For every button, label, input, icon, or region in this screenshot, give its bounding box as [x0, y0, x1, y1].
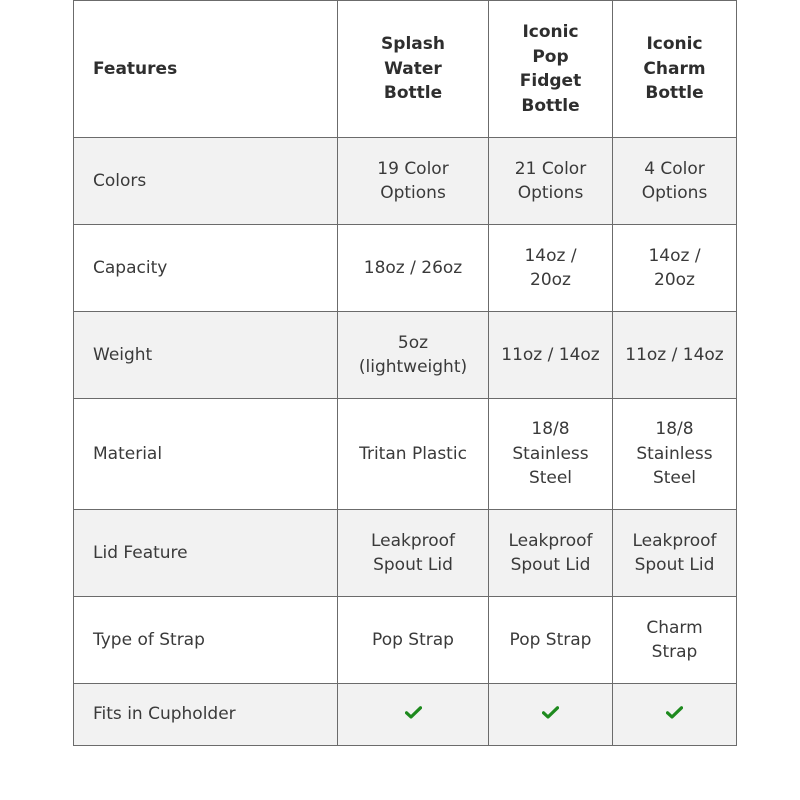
table-row-colors — [74, 138, 737, 225]
cell-value: 18/8 Stainless Steel — [489, 399, 613, 510]
cell-value: 14oz / 20oz — [613, 225, 737, 312]
row-label: Material — [74, 399, 338, 510]
cell-value — [489, 684, 613, 746]
cell-value: Leakproof Spout Lid — [489, 510, 613, 597]
check-icon — [542, 702, 559, 727]
cell-value: Charm Strap — [613, 597, 737, 684]
header-features: Features — [74, 1, 338, 138]
row-label: Type of Strap — [74, 597, 338, 684]
cell-value — [338, 684, 489, 746]
cell-value: 5oz (lightweight) — [338, 312, 489, 399]
cell-value: 11oz / 14oz — [613, 312, 737, 399]
table-row-material — [74, 399, 737, 510]
cell-value: 11oz / 14oz — [489, 312, 613, 399]
cell-value: 14oz / 20oz — [489, 225, 613, 312]
row-label: Fits in Cupholder — [74, 684, 338, 746]
table-header-row — [74, 1, 737, 138]
header-iconic-charm-bottle: Iconic Charm Bottle — [613, 1, 737, 138]
cell-value: 18/8 Stainless Steel — [613, 399, 737, 510]
cell-value: 18oz / 26oz — [338, 225, 489, 312]
table-row-capacity — [74, 225, 737, 312]
cell-value — [613, 684, 737, 746]
table-row-type-of-strap — [74, 597, 737, 684]
cell-value: 21 Color Options — [489, 138, 613, 225]
header-iconic-pop-fidget-bottle: Iconic Pop Fidget Bottle — [489, 1, 613, 138]
check-icon — [666, 702, 683, 727]
cell-value: Tritan Plastic — [338, 399, 489, 510]
cell-value: Leakproof Spout Lid — [338, 510, 489, 597]
table-row-weight — [74, 312, 737, 399]
table-row-lid-feature — [74, 510, 737, 597]
check-icon — [405, 702, 422, 727]
row-label: Weight — [74, 312, 338, 399]
row-label: Capacity — [74, 225, 338, 312]
header-splash-water-bottle: Splash Water Bottle — [338, 1, 489, 138]
cell-value: Pop Strap — [338, 597, 489, 684]
cell-value: 19 Color Options — [338, 138, 489, 225]
row-label: Colors — [74, 138, 338, 225]
cell-value: Pop Strap — [489, 597, 613, 684]
cell-value: 4 Color Options — [613, 138, 737, 225]
row-label: Lid Feature — [74, 510, 338, 597]
cell-value: Leakproof Spout Lid — [613, 510, 737, 597]
table-row-fits-in-cupholder — [74, 684, 737, 746]
comparison-table — [73, 0, 737, 746]
